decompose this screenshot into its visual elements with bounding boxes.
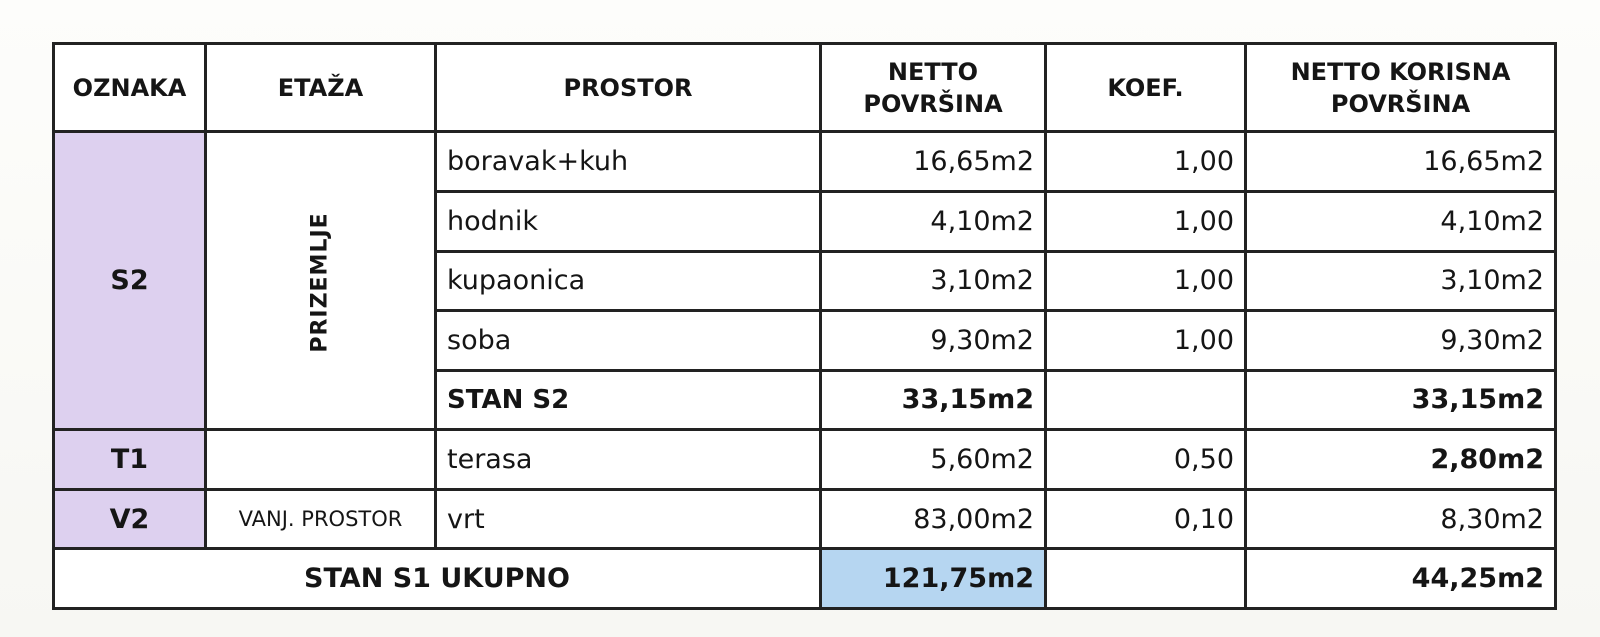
- korisna-cell: 16,65m2: [1246, 132, 1556, 192]
- koef-cell: 1,00: [1046, 251, 1246, 311]
- table-row: [54, 489, 1556, 549]
- prostor-cell: boravak+kuh: [436, 132, 821, 192]
- header-row: [54, 44, 1556, 132]
- header-netto: NETTO POVRŠINA: [821, 44, 1046, 132]
- korisna-cell: 2,80m2: [1246, 430, 1556, 490]
- table-row: [54, 132, 1556, 192]
- koef-cell: 1,00: [1046, 132, 1246, 192]
- koef-cell: 0,50: [1046, 430, 1246, 490]
- header-etaza: ETAŽA: [206, 44, 436, 132]
- koef-cell: 1,00: [1046, 311, 1246, 371]
- koef-cell: 1,00: [1046, 191, 1246, 251]
- netto-cell: 4,10m2: [821, 191, 1046, 251]
- prostor-cell: vrt: [436, 489, 821, 549]
- subtotal-label: STAN S2: [436, 370, 821, 430]
- korisna-cell: 4,10m2: [1246, 191, 1556, 251]
- oznaka-cell: T1: [54, 430, 206, 490]
- netto-cell: 16,65m2: [821, 132, 1046, 192]
- total-korisna: 44,25m2: [1246, 549, 1556, 609]
- area-table: [52, 42, 1557, 610]
- koef-cell: 0,10: [1046, 489, 1246, 549]
- total-netto: 121,75m2: [821, 549, 1046, 609]
- prostor-cell: hodnik: [436, 191, 821, 251]
- total-row: [54, 549, 1556, 609]
- header-prostor: PROSTOR: [436, 44, 821, 132]
- total-koef: [1046, 549, 1246, 609]
- header-koef: KOEF.: [1046, 44, 1246, 132]
- prostor-cell: soba: [436, 311, 821, 371]
- korisna-cell: 8,30m2: [1246, 489, 1556, 549]
- netto-cell: 83,00m2: [821, 489, 1046, 549]
- header-oznaka: OZNAKA: [54, 44, 206, 132]
- korisna-cell: 9,30m2: [1246, 311, 1556, 371]
- netto-cell: 9,30m2: [821, 311, 1046, 371]
- header-korisna: NETTO KORISNA POVRŠINA: [1246, 44, 1556, 132]
- subtotal-korisna: 33,15m2: [1246, 370, 1556, 430]
- prostor-cell: terasa: [436, 430, 821, 490]
- subtotal-netto: 33,15m2: [821, 370, 1046, 430]
- subtotal-koef: [1046, 370, 1246, 430]
- netto-cell: 3,10m2: [821, 251, 1046, 311]
- etaza-cell: VANJ. PROSTOR: [206, 489, 436, 549]
- oznaka-cell: V2: [54, 489, 206, 549]
- etaza-vertical-label: PRIZEMLJE: [307, 212, 333, 353]
- prostor-cell: kupaonica: [436, 251, 821, 311]
- total-label: STAN S1 UKUPNO: [54, 549, 821, 609]
- table-row: [54, 430, 1556, 490]
- oznaka-cell: S2: [54, 132, 206, 430]
- etaza-cell: [206, 132, 436, 430]
- korisna-cell: 3,10m2: [1246, 251, 1556, 311]
- netto-cell: 5,60m2: [821, 430, 1046, 490]
- etaza-cell: [206, 430, 436, 490]
